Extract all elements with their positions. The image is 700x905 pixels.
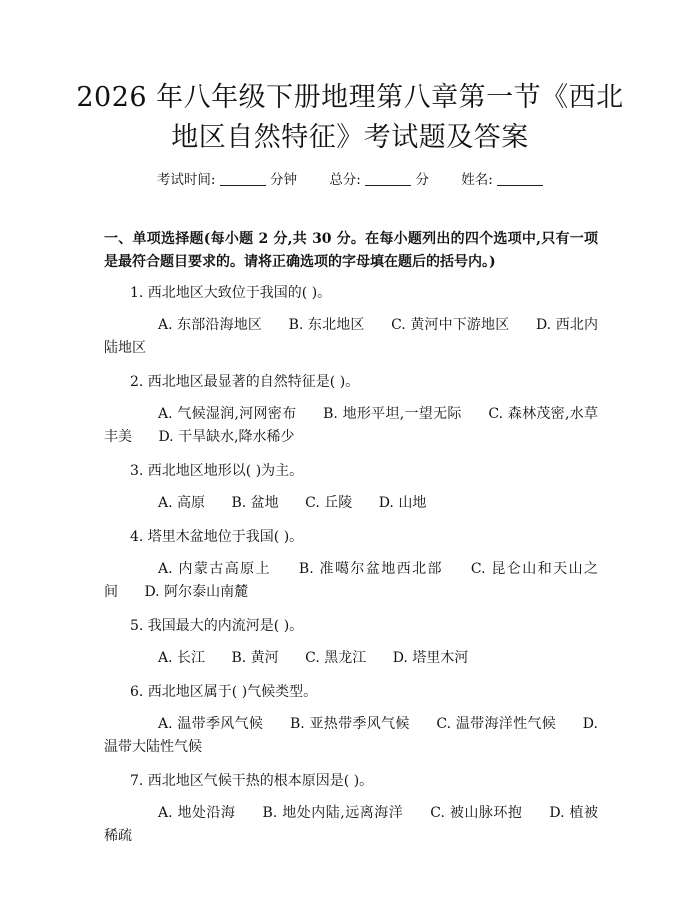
exam-time-label: 考试时间: <box>156 172 216 188</box>
question-stem: 5. 我国最大的内流河是( )。 <box>130 618 304 634</box>
title-line-1: 2026 年八年级下册地理第八章第一节《西北 <box>76 82 624 113</box>
question-item <box>104 615 598 670</box>
exam-meta <box>0 168 700 188</box>
option-d: D. 山地 <box>378 495 427 511</box>
option-d: D. 西北内陆地区 <box>104 317 598 356</box>
option-a: A. 长江 <box>158 650 206 666</box>
question-stem: 4. 塔里木盆地位于我国( )。 <box>130 529 304 545</box>
option-b: B. 准噶尔盆地西北部 <box>298 561 443 577</box>
document-title <box>70 78 630 158</box>
option-a: A. 气候湿润,河网密布 <box>158 406 297 422</box>
question-stem: 3. 西北地区地形以( )为主。 <box>130 463 304 479</box>
question-item <box>104 681 598 759</box>
student-name-label: 姓名: <box>461 172 493 188</box>
option-a: A. 温带季风气候 <box>158 716 264 732</box>
option-d: D. 干旱缺水,降水稀少 <box>158 429 295 445</box>
option-a: A. 高原 <box>158 495 206 511</box>
option-a: A. 地处沿海 <box>158 805 236 821</box>
option-a: A. 内蒙古高原上 <box>158 561 272 577</box>
total-score-unit: 分 <box>415 172 429 188</box>
option-c: C. 丘陵 <box>305 495 353 511</box>
question-options <box>104 492 598 515</box>
option-b: B. 黄河 <box>231 650 279 666</box>
question-item <box>104 460 598 515</box>
option-b: B. 东北地区 <box>288 317 365 333</box>
option-c: C. 黑龙江 <box>305 650 367 666</box>
option-c: C. 温带海洋性气候 <box>436 716 557 732</box>
question-options <box>104 713 598 759</box>
option-c: C. 昆仑山和天山之间 <box>104 561 598 600</box>
question-list <box>104 282 598 859</box>
option-c: C. 黄河中下游地区 <box>391 317 510 333</box>
option-d: D. 塔里木河 <box>392 650 469 666</box>
title-line-2: 地区自然特征》考试题及答案 <box>171 122 529 153</box>
option-b: B. 盆地 <box>231 495 279 511</box>
question-item <box>104 282 598 360</box>
option-d: D. 植被稀疏 <box>104 805 599 844</box>
option-c: C. 森林茂密,水草丰美 <box>104 406 598 445</box>
exam-time <box>157 168 297 188</box>
option-d: D. 温带大陆性气候 <box>104 716 598 755</box>
question-item <box>104 526 598 604</box>
question-options <box>104 558 598 604</box>
exam-time-unit: 分钟 <box>270 172 298 188</box>
exam-time-blank <box>220 171 266 186</box>
question-stem: 7. 西北地区气候干热的根本原因是( )。 <box>130 773 374 789</box>
option-b: B. 亚热带季风气候 <box>289 716 410 732</box>
section-heading: 一、单项选择题(每小题 2 分,共 30 分。在每小题列出的四个选项中,只有一项是最符合题目要求的。请将正确选项的字母填在题后的括号内。) <box>104 231 598 270</box>
question-item <box>104 371 598 449</box>
question-stem: 2. 西北地区最显著的自然特征是( )。 <box>130 374 360 390</box>
option-a: A. 东部沿海地区 <box>158 317 262 333</box>
option-c: C. 被山脉环抱 <box>430 805 523 821</box>
total-score <box>329 168 429 188</box>
question-options <box>104 314 598 360</box>
question-options <box>104 647 598 670</box>
question-options <box>104 403 598 449</box>
option-d: D. 阿尔泰山南麓 <box>144 584 249 600</box>
student-name <box>461 168 543 188</box>
question-stem: 1. 西北地区大致位于我国的( )。 <box>130 285 332 301</box>
total-score-label: 总分: <box>329 172 361 188</box>
total-score-blank <box>365 171 411 186</box>
student-name-blank <box>497 171 543 186</box>
question-stem: 6. 西北地区属于( )气候类型。 <box>130 684 318 700</box>
option-b: B. 地处内陆,远离海洋 <box>262 805 404 821</box>
question-options <box>104 802 598 848</box>
option-b: B. 地形平坦,一望无际 <box>323 406 462 422</box>
question-item <box>104 770 598 848</box>
